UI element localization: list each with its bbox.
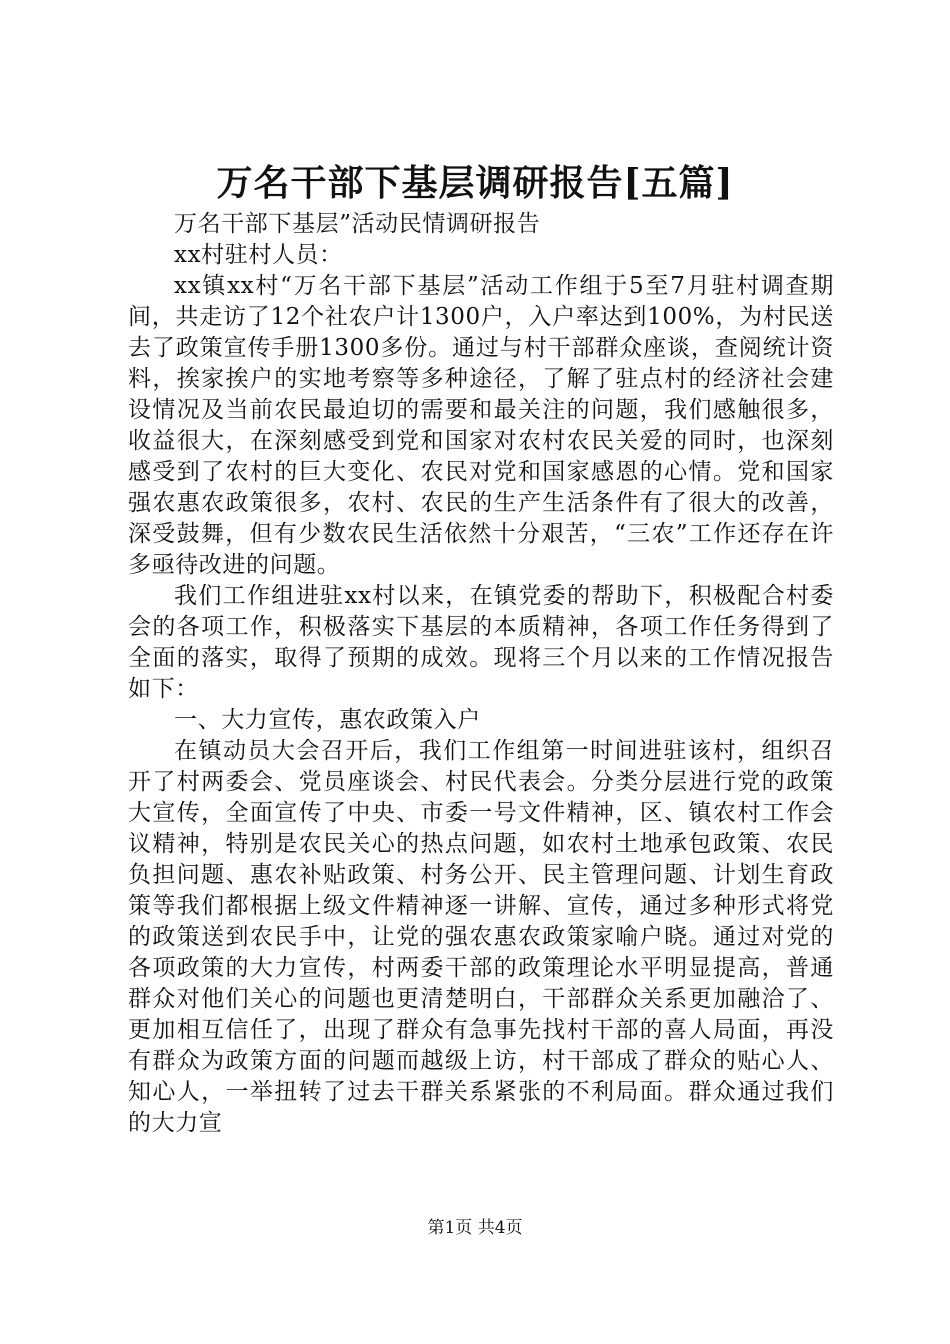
- section-1-paragraph: 在镇动员大会召开后，我们工作组第一时间进驻该村，组织召开了村两委会、党员座谈会、村民代表会。分类分层进行党的政策大宣传，全面宣传了中央、市委一号文件精神，区、镇农村工作会议精神，特别是农民关心的热点问题，如农村土地承包政策、农民负担问题、惠农补贴政策、村务公开、民主管理问题、计划生育政策等我们都根据上级文件精神逐一讲解、宣传，通过多种形式将党的政策送到农民手中，让党的强农惠农政策家喻户晓。通过对党的各项政策的大力宣传，村两委干部的政策理论水平明显提高，普通群众对他们关心的问题也更清楚明白，干部群众关系更加融洽了、更加相互信任了，出现了群众有急事先找村干部的喜人局面，再没有群众为政策方面的问题而越级上访，村干部成了群众的贴心人、知心人，一举扭转了过去干群关系紧张的不利局面。群众通过我们的大力宣: [128, 738, 834, 1136]
- work-overview-paragraph: 我们工作组进驻xx村以来，在镇党委的帮助下，积极配合村委会的各项工作，积极落实下基层的本质精神，各项工作任务得到了全面的落实，取得了预期的成效。现将三个月以来的工作情况报告如下：: [128, 583, 834, 702]
- document-body: [128, 209, 834, 1139]
- intro-heading-paragraph: 万名干部下基层”活动民情调研报告: [174, 211, 541, 237]
- salutation-paragraph: xx村驻村人员：: [174, 242, 343, 268]
- document-title: 万名干部下基层调研报告[五篇]: [216, 162, 734, 204]
- page-number-footer: 第1页 共4页: [427, 1218, 523, 1238]
- summary-paragraph: xx镇xx村“万名干部下基层”活动工作组于5至7月驻村调查期间，共走访了12个社农户计1300户，入户率达到100%，为村民送去了政策宣传手册1300多份。通过与村干部群众座谈，查阅统计资料，挨家挨户的实地考察等多种途径，了解了驻点村的经济社会建设情况及当前农民最迫切的需要和最关注的问题，我们感触很多，收益很大，在深刻感受到党和国家对农村农民关爱的同时，也深刻感受到了农村的巨大变化、农民对党和国家感恩的心情。党和国家强农惠农政策很多，农村、农民的生产生活条件有了很大的改善，深受鼓舞，但有少数农民生活依然十分艰苦，“三农”工作还存在许多亟待改进的问题。: [128, 273, 834, 578]
- section-heading-1: 一、大力宣传，惠农政策入户: [174, 707, 481, 733]
